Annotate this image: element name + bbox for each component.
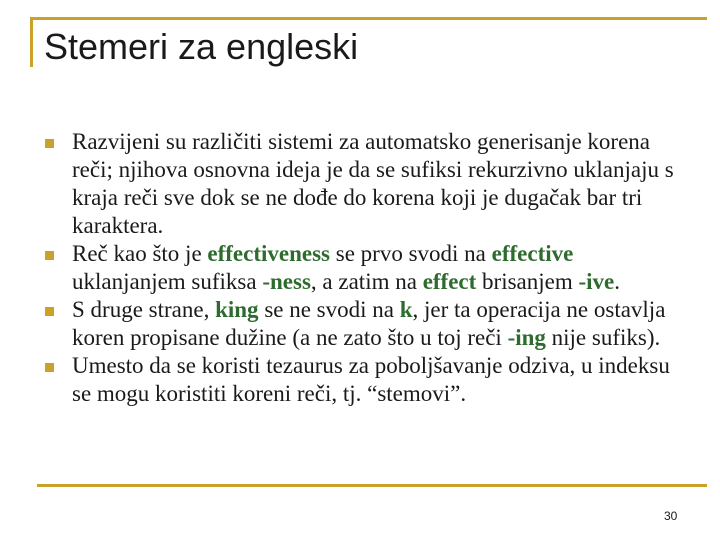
bullet-marker-icon — [45, 139, 54, 148]
bullet-text: Reč kao što je — [72, 241, 208, 266]
bullet-text: , a zatim na — [310, 269, 423, 294]
bullet-text: uklanjanjem sufiksa — [72, 269, 263, 294]
highlighted-term: -ness — [262, 269, 311, 294]
bullet-text: S druge strane, — [72, 297, 216, 322]
page-number: 30 — [664, 509, 678, 523]
bullet-text: Razvijeni su različiti sistemi za automatsko generisanje korena reči; njihova osnovna ideja je da se sufiksi rekurzivno uklanjaju s kraja reči sve dok se ne dođe do korena koji je dugačak bar tri karaktera. — [72, 129, 674, 238]
highlighted-term: effectiveness — [207, 241, 331, 266]
slide-title: Stemeri za engleski — [44, 26, 359, 67]
frame-bottom-rule — [37, 484, 707, 487]
bullet-text: . — [614, 269, 621, 294]
bullet-marker-icon — [45, 307, 54, 316]
highlighted-term: -ive — [578, 269, 615, 294]
frame-top-rule — [30, 17, 707, 20]
bullet-marker-icon — [45, 251, 54, 260]
bullet-text: se ne svodi na — [258, 297, 400, 322]
highlighted-term: effect — [422, 269, 477, 294]
highlighted-term: effective — [491, 241, 574, 266]
bullet-list — [45, 128, 685, 408]
highlighted-term: -ing — [507, 325, 546, 350]
bullet-item — [45, 352, 685, 408]
bullet-text: brisanjem — [476, 269, 579, 294]
highlighted-term: king — [215, 297, 259, 322]
bullet-text: se prvo svodi na — [330, 241, 492, 266]
highlighted-term: k — [399, 297, 413, 322]
bullet-item — [45, 240, 685, 296]
bullet-text: , jer ta operacija ne ostavlja koren propisane dužine (a ne zato što u toj reči — [72, 297, 666, 350]
bullet-text: Umesto da se koristi tezaurus za poboljšavanje odziva, u indeksu se mogu koristiti koreni reči, tj. “stemovi”. — [72, 353, 670, 406]
frame-left-rule — [30, 17, 33, 67]
bullet-text: nije sufiks). — [545, 325, 661, 350]
bullet-item — [45, 128, 685, 240]
bullet-marker-icon — [45, 363, 54, 372]
bullet-item — [45, 296, 685, 352]
